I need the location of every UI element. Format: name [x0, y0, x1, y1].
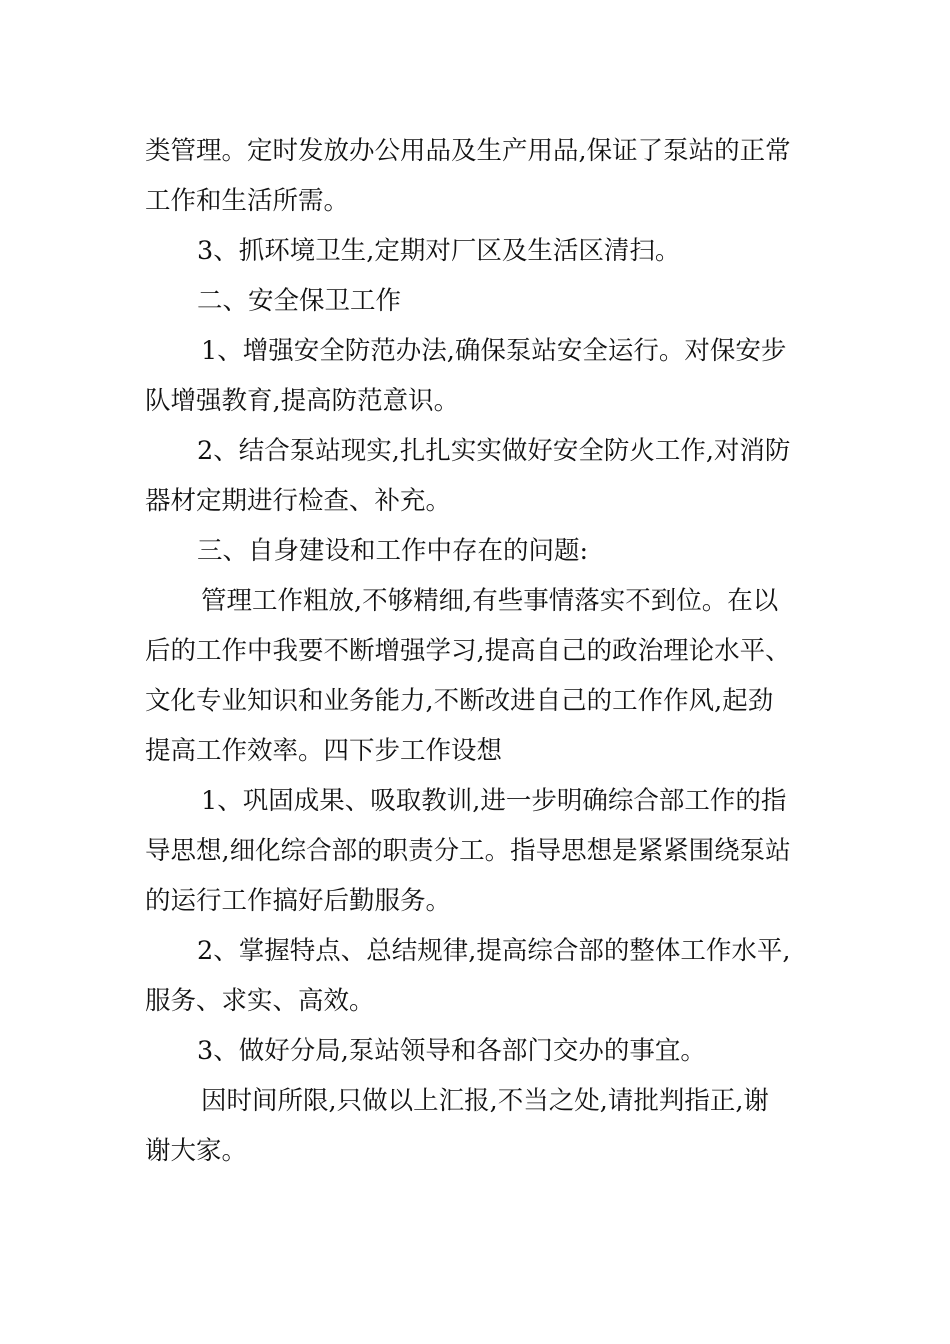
text-line: 的运行工作搞好后勤服务。 [145, 886, 452, 916]
paragraph-start: 3、做好分局,泵站领导和各部门交办的事宜。 [197, 1036, 706, 1066]
text-line: 类管理。定时发放办公用品及生产用品,保证了泵站的正常 [145, 136, 791, 166]
text-line: 工作和生活所需。 [145, 186, 350, 216]
paragraph-start: 3、抓环境卫生,定期对厂区及生活区清扫。 [197, 236, 681, 266]
text-line: 服务、求实、高效。 [145, 986, 375, 1016]
document-body [145, 126, 810, 1176]
text-line: 文化专业知识和业务能力,不断改进自己的工作作风,起劲 [145, 686, 774, 716]
paragraph-start: 因时间所限,只做以上汇报,不当之处,请批判指正,谢 [201, 1086, 769, 1116]
text-line: 队增强教育,提高防范意识。 [145, 386, 460, 416]
paragraph-start: 1、巩固成果、吸取教训,进一步明确综合部工作的指 [201, 786, 787, 816]
text-line: 提高工作效率。四下步工作设想 [145, 736, 503, 766]
text-line: 谢大家。 [145, 1136, 248, 1166]
text-line: 后的工作中我要不断增强学习,提高自己的政治理论水平、 [145, 636, 791, 666]
paragraph-start: 管理工作粗放,不够精细,有些事情落实不到位。在以 [201, 586, 779, 616]
section-heading: 二、安全保卫工作 [197, 286, 402, 316]
paragraph-start: 2、结合泵站现实,扎扎实实做好安全防火工作,对消防 [197, 436, 791, 466]
paragraph-start: 1、增强安全防范办法,确保泵站安全运行。对保安步 [201, 336, 787, 366]
section-heading: 三、自身建设和工作中存在的问题: [197, 536, 589, 566]
text-line: 器材定期进行检查、补充。 [145, 486, 452, 516]
paragraph-start: 2、掌握特点、总结规律,提高综合部的整体工作水平, [197, 936, 791, 966]
text-line: 导思想,细化综合部的职责分工。指导思想是紧紧围绕泵站 [145, 836, 791, 866]
